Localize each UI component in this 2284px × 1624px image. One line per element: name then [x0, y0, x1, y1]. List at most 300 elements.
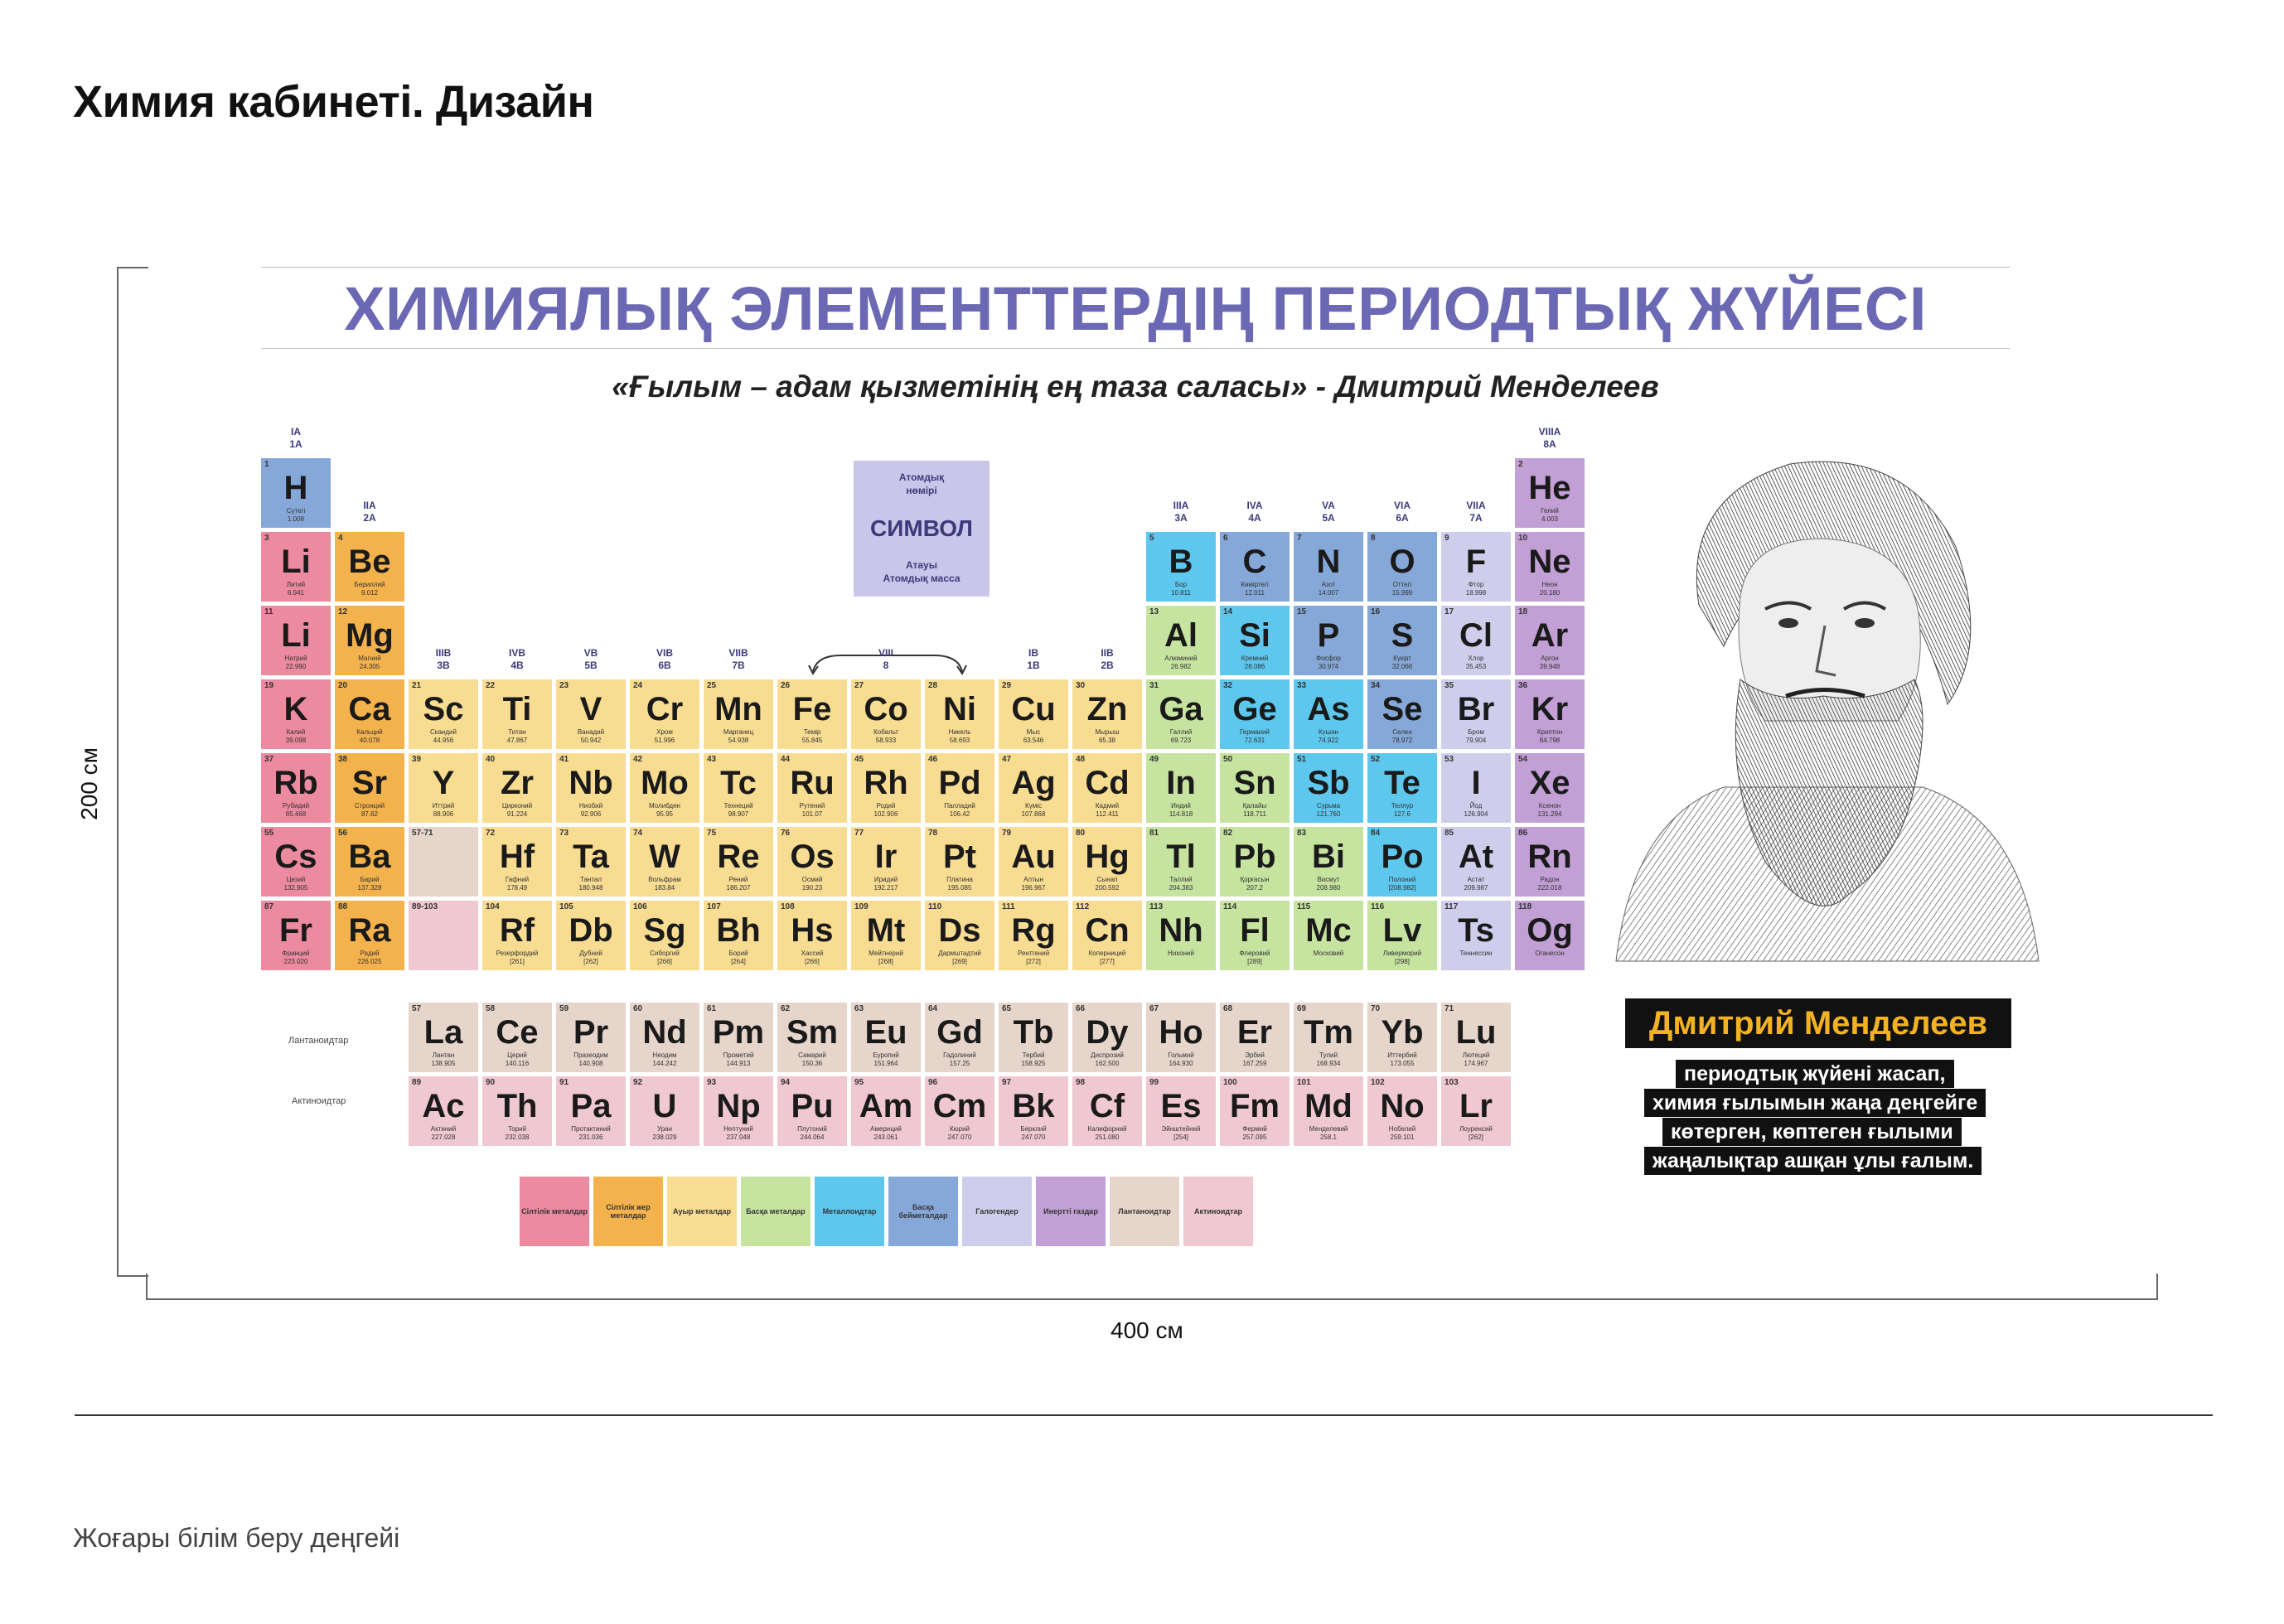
element-mass: 121.760: [1316, 810, 1341, 818]
element-number: 33: [1297, 681, 1307, 690]
element-number: 20: [338, 681, 348, 690]
element-cell: [1072, 1003, 1142, 1072]
element-cell: [999, 901, 1068, 970]
element-symbol: Hs: [791, 912, 834, 949]
key-name-label: [854, 558, 990, 585]
element-cell: [1220, 679, 1290, 749]
element-mass: 208.980: [1316, 884, 1341, 892]
element-symbol: Am: [859, 1088, 913, 1124]
element-cell: [704, 827, 773, 897]
element-cell: [1441, 1076, 1511, 1146]
legend-item: Сілтілік жер металдар: [593, 1177, 663, 1246]
element-cell: [556, 679, 626, 749]
element-cell: [556, 901, 626, 970]
element-number: 55: [264, 829, 274, 838]
element-name: Астат: [1467, 876, 1485, 883]
element-symbol: Tm: [1304, 1014, 1353, 1051]
element-mass: 168.934: [1316, 1060, 1341, 1067]
element-name: Празеодим: [573, 1051, 608, 1059]
element-number: 1: [264, 460, 269, 469]
element-number: 68: [1223, 1004, 1233, 1013]
element-name: Криптон: [1536, 728, 1563, 736]
element-symbol: At: [1458, 839, 1494, 875]
element-cell: [409, 1003, 478, 1072]
element-name: Ксенон: [1538, 802, 1561, 810]
element-cell: [1294, 1003, 1363, 1072]
element-number: 35: [1444, 681, 1454, 690]
element-mass: [254]: [1173, 1133, 1188, 1141]
element-number: 79: [1002, 829, 1012, 838]
group-roman: VIIIA: [1538, 426, 1561, 437]
element-mass: 138.905: [431, 1060, 456, 1067]
element-name: Ниобий: [578, 802, 603, 810]
element-cell: [851, 827, 921, 897]
element-cell: [1294, 532, 1363, 602]
element-symbol: Fr: [279, 912, 312, 949]
group-label: [1294, 500, 1363, 524]
element-cell: [999, 1003, 1068, 1072]
element-cell: [335, 827, 404, 897]
element-name: Берклий: [1020, 1125, 1047, 1133]
element-mass: 226.025: [357, 958, 382, 965]
element-mass: [264]: [731, 958, 746, 965]
element-cell: [1294, 606, 1363, 675]
mendeleev-name-caption: Дмитрий Менделеев: [1625, 998, 2011, 1048]
element-symbol: Lv: [1382, 912, 1422, 949]
element-cell: [704, 1003, 773, 1072]
element-name: Сынап: [1096, 876, 1118, 883]
element-mass: 1.008: [287, 515, 305, 523]
element-name: Молибден: [649, 802, 680, 810]
element-cell: [1220, 901, 1290, 970]
element-cell: [1072, 827, 1142, 897]
element-number: 25: [707, 681, 717, 690]
element-symbol: Ds: [938, 912, 981, 949]
width-dimension-label: 400 см: [1111, 1317, 1183, 1343]
group-roman: VIB: [656, 647, 673, 659]
element-name: Германий: [1240, 728, 1270, 736]
element-symbol: Eu: [864, 1014, 907, 1051]
element-number: 50: [1223, 755, 1233, 764]
group-roman: VB: [583, 647, 598, 659]
element-symbol: Au: [1011, 839, 1056, 875]
element-symbol: Cr: [646, 691, 684, 727]
element-mass: 144.913: [726, 1060, 751, 1067]
element-cell: [1441, 679, 1511, 749]
element-mass: 92.906: [580, 810, 602, 818]
element-symbol: Nh: [1159, 912, 1203, 949]
element-name: Никель: [948, 728, 971, 736]
element-symbol: Th: [496, 1088, 538, 1124]
element-name: Нептуний: [723, 1125, 753, 1133]
element-number: 65: [1002, 1004, 1012, 1013]
element-cell: [261, 827, 331, 897]
element-name: Алтын: [1023, 876, 1043, 883]
group-label: [999, 647, 1068, 672]
element-symbol: I: [1471, 765, 1481, 801]
element-name: Алюминий: [1164, 655, 1198, 662]
element-symbol: Xe: [1529, 765, 1570, 801]
element-name: Көміртегі: [1241, 581, 1269, 588]
element-name: Цезий: [286, 876, 306, 883]
element-cell: [1072, 753, 1142, 823]
element-cell: [925, 1003, 994, 1072]
element-symbol: Es: [1160, 1088, 1202, 1124]
element-number: 60: [633, 1004, 643, 1013]
element-name: Цирконий: [501, 802, 533, 810]
element-number: 4: [338, 534, 343, 543]
element-number: 63: [854, 1004, 864, 1013]
element-symbol: Gd: [936, 1014, 983, 1051]
element-name: Хром: [656, 728, 673, 736]
group-number: 5A: [1322, 512, 1335, 524]
legend-item: Галогендер: [962, 1177, 1032, 1246]
element-name: Прометий: [723, 1051, 754, 1059]
element-cell: [1146, 827, 1216, 897]
element-name: Лантан: [432, 1051, 455, 1059]
element-mass: 107.868: [1021, 810, 1046, 818]
element-mass: 144.242: [652, 1060, 677, 1067]
element-name: Эйнштейний: [1161, 1125, 1201, 1133]
group-number: 3A: [1174, 512, 1188, 524]
element-number: 94: [781, 1078, 791, 1087]
element-mass: 151.964: [873, 1060, 898, 1067]
element-mass: 258.1: [1319, 1133, 1338, 1141]
element-number: 18: [1518, 607, 1528, 616]
element-number: 102: [1371, 1078, 1385, 1087]
group-label: [482, 647, 552, 672]
key-line-3: Атауы: [906, 559, 937, 571]
element-name: Натрий: [284, 655, 307, 662]
element-name: Нихоний: [1168, 950, 1194, 957]
element-name: Сутегі: [286, 507, 306, 515]
element-name: Рутений: [799, 802, 825, 810]
element-symbol: W: [649, 839, 680, 875]
element-name: Оттегі: [1392, 581, 1412, 588]
element-name: Магний: [358, 655, 381, 662]
element-name: Күміс: [1025, 802, 1042, 810]
element-number: 69: [1297, 1004, 1307, 1013]
element-number: 26: [781, 681, 791, 690]
group-number: 2A: [363, 512, 376, 524]
legend-item: Актиноидтар: [1183, 1177, 1253, 1246]
footer-text: Жоғары білім беру деңгейі: [73, 1523, 400, 1553]
element-mass: 39.098: [285, 737, 307, 744]
element-mass: [268]: [878, 958, 893, 965]
group-number: 8A: [1543, 438, 1556, 450]
element-symbol: Br: [1457, 691, 1495, 727]
element-number: 84: [1371, 829, 1381, 838]
element-cell: [261, 901, 331, 970]
element-mass: 28.086: [1244, 663, 1265, 670]
element-name: Азот: [1321, 581, 1336, 588]
element-cell: [999, 827, 1068, 897]
caption-line: көтерген, көптеген ғылыми: [1662, 1118, 1962, 1146]
element-mass: 88.906: [433, 810, 454, 818]
element-symbol: B: [1169, 544, 1193, 580]
element-cell: [261, 753, 331, 823]
element-symbol: La: [423, 1014, 463, 1051]
element-mass: 14.007: [1318, 589, 1339, 597]
element-name: Хлор: [1468, 655, 1484, 662]
element-symbol: Rh: [864, 765, 908, 801]
element-name: Неон: [1541, 581, 1558, 588]
element-symbol: Pa: [570, 1088, 612, 1124]
element-cell: [630, 679, 699, 749]
element-name: Радий: [360, 950, 380, 957]
element-symbol: Fm: [1230, 1088, 1280, 1124]
element-symbol: Er: [1236, 1014, 1273, 1051]
group-roman: VIIA: [1466, 500, 1486, 511]
element-mass: 39.948: [1539, 663, 1561, 670]
element-number: 11: [264, 607, 273, 616]
element-number: 81: [1149, 829, 1159, 838]
height-dimension-label: 200 см: [75, 747, 102, 820]
element-mass: 78.972: [1391, 737, 1413, 744]
element-cell: [335, 901, 404, 970]
element-symbol: Y: [432, 765, 455, 801]
caption-line: жаңалықтар ашқан ұлы ғалым.: [1644, 1147, 1982, 1175]
group-roman: IIB: [1101, 647, 1114, 659]
element-name: Селен: [1392, 728, 1412, 736]
element-mass: [262]: [583, 958, 598, 965]
element-mass: 251.080: [1095, 1133, 1120, 1141]
element-number: 29: [1002, 681, 1012, 690]
element-mass: 84.798: [1539, 737, 1561, 744]
element-symbol: Tc: [720, 765, 757, 801]
element-name: Кремний: [1241, 655, 1269, 662]
series-placeholder-cell: [409, 827, 478, 897]
group-roman: IIA: [363, 500, 376, 511]
element-symbol: Bk: [1012, 1088, 1055, 1124]
element-cell: [1515, 606, 1585, 675]
caption-line: химия ғылымын жаңа деңгейге: [1644, 1089, 1986, 1117]
element-cell: [925, 753, 994, 823]
element-mass: 195.085: [947, 884, 972, 892]
element-symbol: Al: [1164, 617, 1198, 654]
element-cell: [1220, 532, 1290, 602]
element-symbol: Fl: [1240, 912, 1270, 949]
element-symbol: S: [1391, 617, 1414, 654]
element-symbol: Po: [1381, 839, 1424, 875]
element-name: Литий: [286, 581, 306, 588]
group-label: [1441, 500, 1511, 524]
group-number: 6B: [658, 660, 671, 671]
element-name: Фосфор: [1315, 655, 1341, 662]
element-symbol: Ti: [502, 691, 532, 727]
element-mass: 55.845: [801, 737, 823, 744]
element-name: Неодим: [652, 1051, 677, 1059]
element-symbol: Kr: [1531, 691, 1569, 727]
element-number: 30: [1076, 681, 1086, 690]
element-cell: [409, 1076, 478, 1146]
element-number: 98: [1076, 1078, 1086, 1087]
element-cell: [1146, 1076, 1216, 1146]
element-mass: 26.982: [1170, 663, 1192, 670]
element-mass: 209.987: [1464, 884, 1488, 892]
element-mass: 87.62: [361, 810, 379, 818]
element-number: 28: [928, 681, 938, 690]
element-mass: 192.217: [873, 884, 898, 892]
lanthanides-row-label: Лантаноидтар: [288, 1036, 349, 1046]
legend-item: Лантаноидтар: [1110, 1177, 1179, 1246]
key-number-label: [854, 471, 990, 497]
element-name: Калифорний: [1087, 1125, 1127, 1133]
legend-item: Басқа бейметалдар: [888, 1177, 958, 1246]
element-name: Кальций: [356, 728, 383, 736]
element-number: 95: [854, 1078, 864, 1087]
element-mass: 127.6: [1393, 810, 1411, 818]
series-range-label: 57-71: [412, 829, 433, 838]
group-label: [261, 426, 331, 451]
element-cell: [925, 827, 994, 897]
element-cell: [1072, 679, 1142, 749]
element-number: 45: [854, 755, 864, 764]
element-name: Эрбий: [1245, 1051, 1265, 1059]
element-name: Гелий: [1541, 507, 1559, 515]
element-name: Самарий: [798, 1051, 826, 1059]
element-mass: 232.038: [505, 1133, 530, 1141]
element-number: 107: [707, 902, 721, 911]
element-name: Рентгений: [1017, 950, 1050, 957]
element-name: Иттрий: [432, 802, 455, 810]
element-cell: [999, 1076, 1068, 1146]
element-mass: 157.25: [949, 1060, 970, 1067]
key-line-2: нөмірі: [906, 485, 937, 496]
element-number: 66: [1076, 1004, 1086, 1013]
element-cell: [1294, 901, 1363, 970]
element-name: Мырыш: [1095, 728, 1120, 736]
element-cell: [851, 1003, 921, 1072]
group-label: [409, 647, 478, 672]
element-cell: [335, 606, 404, 675]
caption-line: периодтық жүйені жасап,: [1676, 1060, 1954, 1088]
height-dimension-bracket: [117, 267, 148, 1277]
element-mass: 247.070: [1021, 1133, 1046, 1141]
element-number: 46: [928, 755, 938, 764]
element-number: 34: [1371, 681, 1381, 690]
element-number: 104: [486, 902, 500, 911]
element-symbol: Cd: [1085, 765, 1130, 801]
element-mass: 44.956: [433, 737, 454, 744]
element-cell: [556, 1076, 626, 1146]
element-mass: 132.905: [283, 884, 308, 892]
element-cell: [1441, 827, 1511, 897]
element-number: 67: [1149, 1004, 1159, 1013]
element-name: Еуропий: [873, 1051, 899, 1059]
element-name: Иридий: [873, 876, 898, 883]
element-name: Дубний: [579, 950, 602, 957]
element-number: 59: [559, 1004, 569, 1013]
group-number: 2B: [1101, 660, 1114, 671]
element-symbol: Ru: [790, 765, 835, 801]
element-cell: [335, 753, 404, 823]
element-symbol: Ga: [1159, 691, 1203, 727]
element-symbol: Hf: [499, 839, 535, 875]
poster-title: ХИМИЯЛЫҚ ЭЛЕМЕНТТЕРДІҢ ПЕРИОДТЫҚ ЖҮЙЕСІ: [344, 274, 1927, 343]
element-cell: [851, 1076, 921, 1146]
element-symbol: F: [1465, 544, 1487, 580]
element-symbol: Sg: [643, 912, 686, 949]
element-mass: 150.36: [801, 1060, 823, 1067]
element-name: Франций: [282, 950, 310, 957]
element-cell: [777, 1076, 847, 1146]
legend-item: Ауыр металдар: [667, 1177, 737, 1246]
element-name: Кобальт: [873, 728, 898, 736]
element-name: Индий: [1171, 802, 1191, 810]
footer-divider: [75, 1414, 2213, 1416]
element-number: 54: [1518, 755, 1528, 764]
element-name: Калий: [286, 728, 306, 736]
element-cell: [556, 1003, 626, 1072]
element-cell: [409, 753, 478, 823]
element-cell: [261, 679, 331, 749]
element-symbol: Lu: [1455, 1014, 1497, 1051]
element-mass: 257.095: [1242, 1133, 1267, 1141]
element-cell: [1441, 532, 1511, 602]
element-name: Тантал: [579, 876, 602, 883]
element-mass: 15.999: [1391, 589, 1413, 597]
element-number: 38: [338, 755, 348, 764]
element-symbol: Pb: [1233, 839, 1276, 875]
page-title: Химия кабинеті. Дизайн: [73, 77, 594, 127]
element-name: Бром: [1468, 728, 1484, 736]
group-number: 5B: [584, 660, 598, 671]
element-symbol: Te: [1384, 765, 1420, 801]
element-number: 105: [559, 902, 573, 911]
element-number: 101: [1297, 1078, 1311, 1087]
element-mass: 12.011: [1245, 589, 1265, 597]
element-number: 108: [781, 902, 795, 911]
group-label: [335, 500, 404, 524]
element-mass: 173.055: [1390, 1060, 1415, 1067]
element-cell: [1146, 901, 1216, 970]
element-name: Теннессин: [1459, 950, 1493, 957]
element-number: 3: [264, 534, 269, 543]
element-cell: [777, 753, 847, 823]
element-number: 56: [338, 829, 348, 838]
element-symbol: Ts: [1458, 912, 1494, 949]
element-mass: 102.906: [873, 810, 898, 818]
element-name: Палладий: [944, 802, 975, 810]
element-number: 103: [1444, 1078, 1459, 1087]
element-name: Дармштадтий: [938, 950, 981, 957]
element-cell: [925, 1076, 994, 1146]
element-number: 17: [1444, 607, 1454, 616]
element-number: 12: [338, 607, 348, 616]
element-name: Флеровий: [1239, 950, 1270, 957]
element-mass: 51.996: [654, 737, 675, 744]
group-roman: VIIB: [728, 647, 748, 659]
element-cell: [1294, 753, 1363, 823]
element-name: Полоний: [1388, 876, 1416, 883]
element-mass: 20.180: [1539, 589, 1561, 597]
element-mass: 22.990: [285, 663, 307, 670]
element-mass: 237.048: [726, 1133, 751, 1141]
element-mass: 72.631: [1244, 737, 1265, 744]
element-number: 114: [1223, 902, 1237, 911]
element-name: Фермий: [1242, 1125, 1267, 1133]
element-number: 51: [1297, 755, 1307, 764]
element-mass: 158.925: [1021, 1060, 1046, 1067]
element-mass: 227.028: [431, 1133, 456, 1141]
element-name: Қорғасын: [1240, 876, 1270, 883]
element-number: 32: [1223, 681, 1233, 690]
element-symbol: Bh: [716, 912, 761, 949]
element-symbol: Cf: [1089, 1088, 1125, 1124]
element-mass: [266]: [805, 958, 820, 965]
element-cell: [556, 827, 626, 897]
